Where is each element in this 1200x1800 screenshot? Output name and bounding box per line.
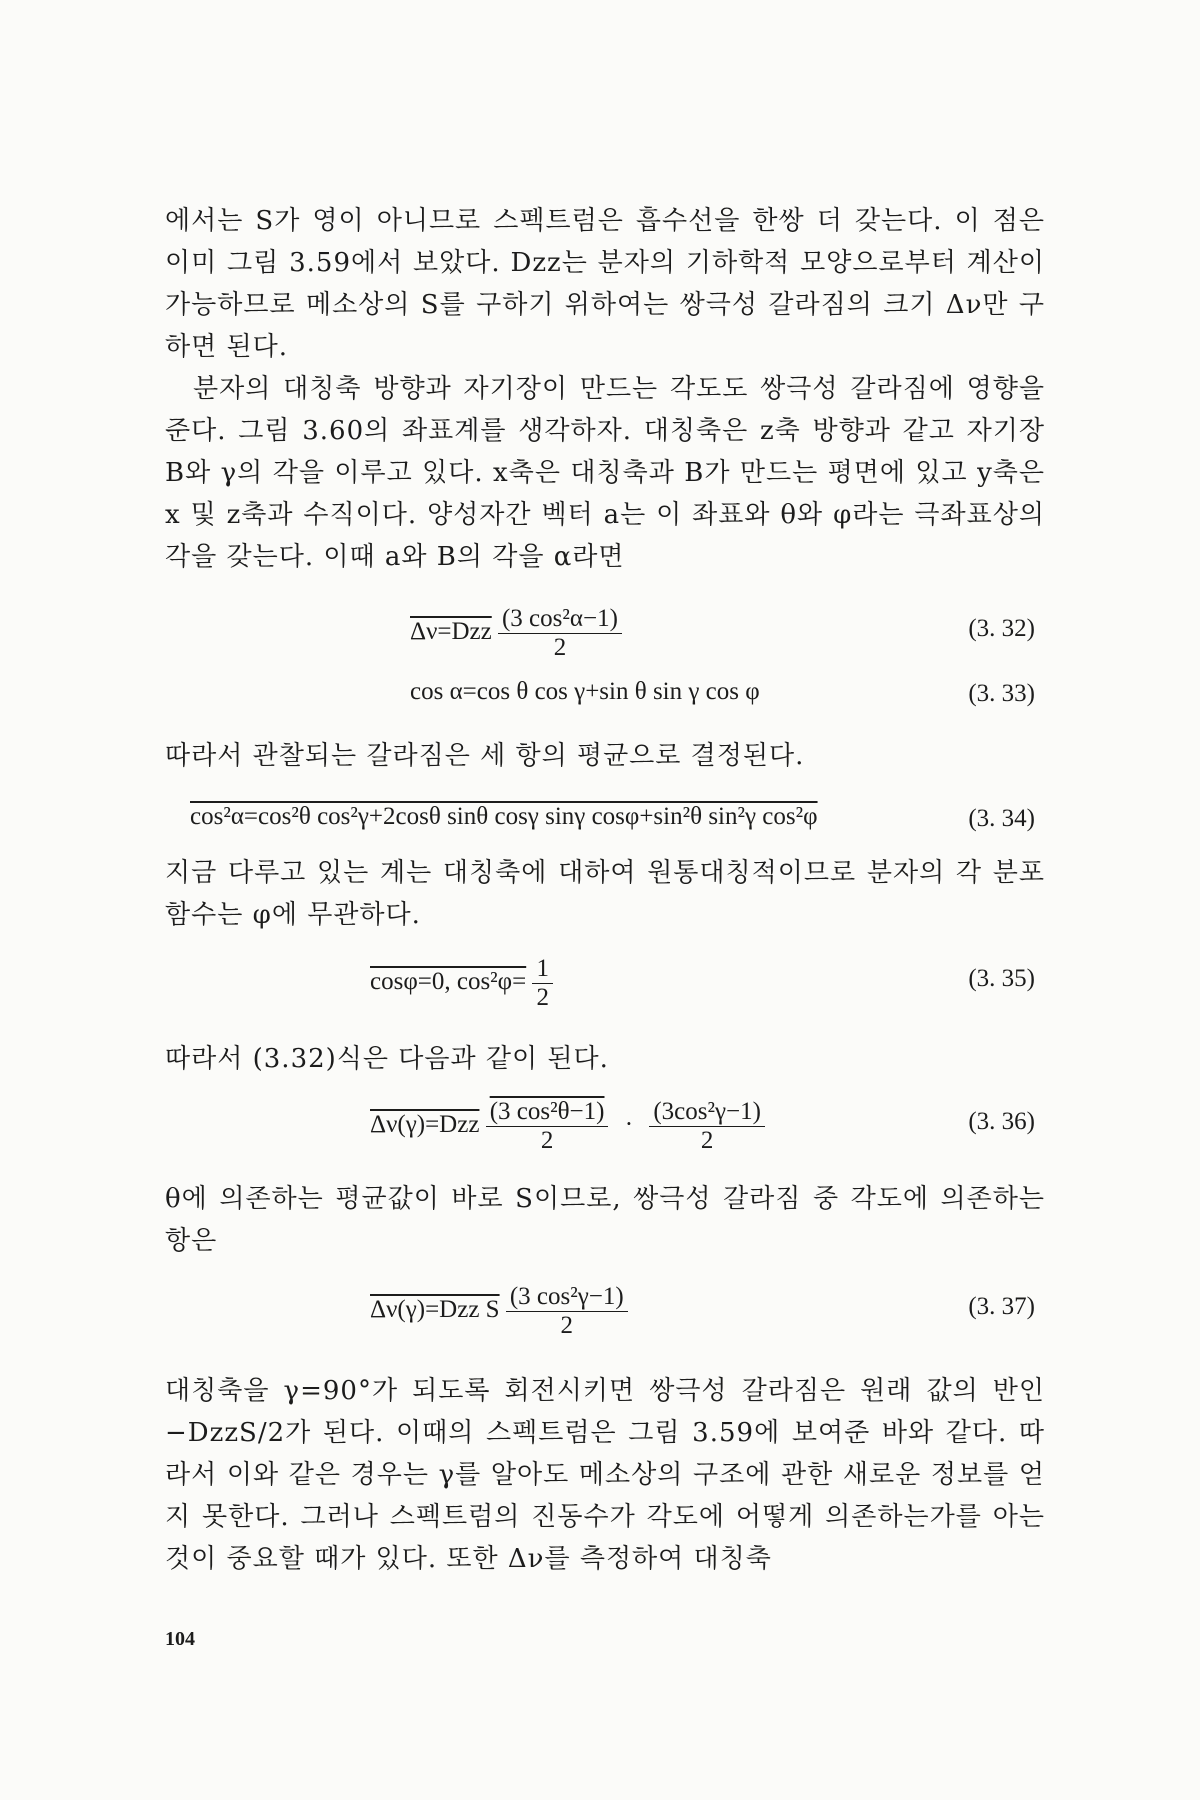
equation-3-35: cosφ=0, cos²φ= $\frac{1}{2}$ (3. 35) xyxy=(370,955,1035,1011)
fraction: $\frac{\text{(3cos²γ−1)}}{2}$ xyxy=(649,1098,765,1155)
paragraph-text: 에서는 S가 영이 아니므로 스펙트럼은 흡수선을 한쌍 더 갖는다. 이 점은 이미 그림 3.59에서 보았다. Dzz는 분자의 기하학적 모양으로부터 계산이 가능하므로 메소상의 S를 구하기 위하여는 쌍극성 갈라짐의 크기 Δν만 구하면 된다. xyxy=(165,206,1045,362)
equation-3-37: Δν(γ)=Dzz S $\frac{\text{(3 cos²γ−1)}}{2}$ (3. 37) xyxy=(370,1283,1035,1339)
paragraph-6 xyxy=(165,1178,1045,1262)
paragraph-7 xyxy=(165,1370,1045,1580)
equation-3-32: Δν=Dzz $\frac{\text{(3 cos²α−1)}}{2}$ (3. 32) xyxy=(410,605,1035,661)
paragraph-1 xyxy=(165,200,1045,368)
paragraph-text: 지금 다루고 있는 계는 대칭축에 대하여 원통대칭적이므로 분자의 각 분포함수는 φ에 무관하다. xyxy=(165,858,1045,930)
equation-number: (3. 33) xyxy=(968,680,1035,707)
paragraph-text: 분자의 대칭축 방향과 자기장이 만드는 각도도 쌍극성 갈라짐에 영향을 준다. 그림 3.60의 좌표계를 생각하자. 대칭축은 z축 방향과 같고 자기장 B와 γ의 각을 이루고 있다. x축은 대칭축과 B가 만드는 평면에 있고 y축은 x 및 z축과 수직이다. 양성자간 벡터 a는 이 좌표와 θ와 φ라는 극좌표상의 각을 갖는다. 이때 a와 B의 각을 α라면 xyxy=(165,374,1045,572)
equation-number: (3. 32) xyxy=(968,615,1035,642)
page-number: 104 xyxy=(165,1628,195,1650)
paragraph-text: 따라서 (3.32)식은 다음과 같이 된다. xyxy=(165,1044,609,1074)
equation-number: (3. 35) xyxy=(968,965,1035,992)
equation-number: (3. 36) xyxy=(968,1108,1035,1135)
fraction: $\frac{1}{2}$ xyxy=(532,955,553,1012)
fraction: $\frac{\text{(3 cos²θ−1)}}{2}$ xyxy=(486,1098,609,1155)
equation-number: (3. 37) xyxy=(968,1293,1035,1320)
fraction: $\frac{\text{(3 cos²α−1)}}{2}$ xyxy=(498,605,622,662)
equation-3-34: cos²α=cos²θ cos²γ+2cosθ sinθ cosγ sinγ cosφ+sin²θ sin²γ cos²φ (3. 34) xyxy=(190,803,1035,832)
paragraph-2 xyxy=(165,368,1045,578)
paragraph-text: 대칭축을 γ=90°가 되도록 회전시키면 쌍극성 갈라짐은 원래 값의 반인 −DzzS/2가 된다. 이때의 스펙트럼은 그림 3.59에 보여준 바와 같다. 따라서 이와 같은 경우는 γ를 알아도 메소상의 구조에 관한 새로운 정보를 얻지 못한다. 그러나 스펙트럼의 진동수가 각도에 어떻게 의존하는가를 아는 것이 중요할 때가 있다. 또한 Δν를 측정하여 대칭축 xyxy=(165,1376,1045,1574)
equation-number: (3. 34) xyxy=(968,805,1035,832)
equation-3-33: cos α=cos θ cos γ+sin θ sin γ cos φ (3. 33) xyxy=(410,678,1035,707)
equation-3-36: Δν(γ)=Dzz $\frac{\text{(3 cos²θ−1)}}{2}$ · $\frac{\text{(3cos²γ−1)}}{2}$ (3. 36) xyxy=(370,1098,1035,1154)
paragraph-4 xyxy=(165,852,1045,936)
paragraph-text: 따라서 관찰되는 갈라짐은 세 항의 평균으로 결정된다. xyxy=(165,741,805,771)
paragraph-5 xyxy=(165,1038,1045,1080)
paragraph-text: θ에 의존하는 평균값이 바로 S이므로, 쌍극성 갈라짐 중 각도에 의존하는 항은 xyxy=(165,1184,1045,1256)
paragraph-3 xyxy=(165,735,1045,777)
fraction: $\frac{\text{(3 cos²γ−1)}}{2}$ xyxy=(506,1283,628,1340)
